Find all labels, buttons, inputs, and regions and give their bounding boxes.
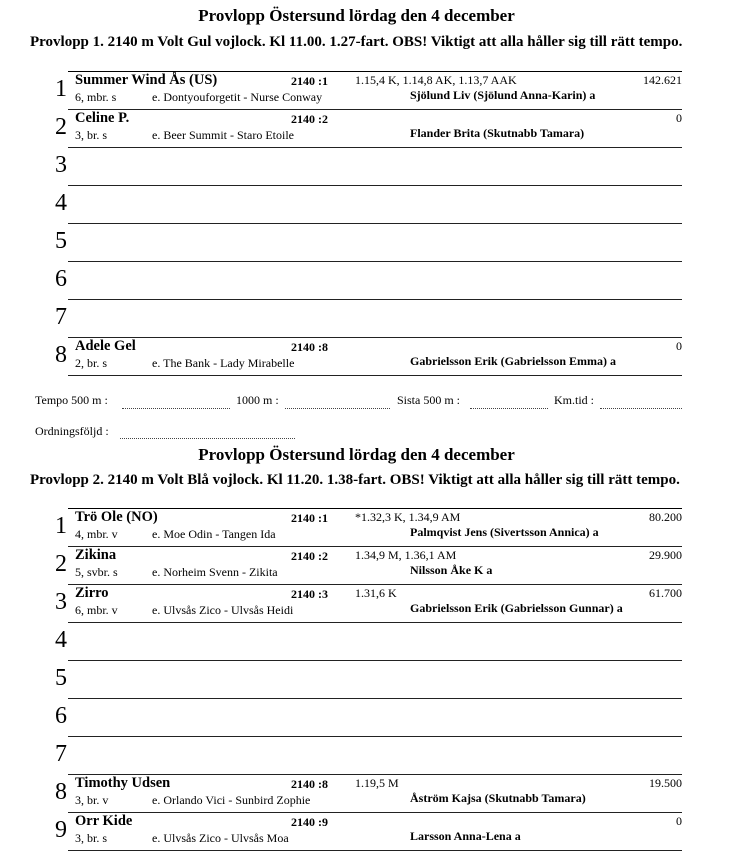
start-number: 6 [55,703,67,729]
horse-row [30,737,690,775]
start-number: 4 [55,190,67,216]
horse-name: Adele Gel [75,338,136,354]
records: 1.31,6 K [355,586,397,600]
start-number: 1 [55,513,67,539]
tempo-500-field [122,408,230,409]
horse-row [30,699,690,737]
horse-info: 5, svbr. s [75,565,118,579]
horse-info: 4, mbr. v [75,527,118,541]
horse-row [30,775,690,813]
horse-name: Zikina [75,547,117,563]
start-number: 3 [55,152,67,178]
pedigree: e. Moe Odin - Tangen Ida [152,527,276,541]
horse-row [30,110,690,148]
distance-post: 2140 :1 [291,511,328,525]
driver-trainer: Gabrielsson Erik (Gabrielsson Emma) a [410,354,617,368]
race-1-header: Provlopp 1. 2140 m Volt Gul vojlock. Kl 11.00. 1.27-fart. OBS! Viktigt att alla håller sig till rätt tempo. [30,34,683,50]
driver-trainer: Åström Kajsa (Skutnabb Tamara) [410,791,586,805]
earnings: 19.500 [649,776,682,790]
horse-row [30,509,690,547]
earnings: 61.700 [649,586,682,600]
horse-name: Trö Ole (NO) [75,509,158,525]
start-number: 5 [55,228,67,254]
horse-row [30,300,690,338]
records: 1.19,5 M [355,776,399,790]
horse-info: 6, mbr. s [75,90,117,104]
horse-row [30,585,690,623]
start-number: 4 [55,627,67,653]
race-1-title: Provlopp Östersund lördag den 4 december [198,6,515,25]
start-number: 7 [55,741,67,767]
start-number: 6 [55,266,67,292]
horse-row [30,338,690,376]
tempo-1000-label: 1000 m : [236,393,279,407]
horse-row [30,186,690,224]
driver-trainer: Palmqvist Jens (Sivertsson Annica) a [410,525,599,539]
horse-row [30,623,690,661]
driver-trainer: Gabrielsson Erik (Gabrielsson Gunnar) a [410,601,623,615]
start-number: 8 [55,342,67,368]
start-number: 3 [55,589,67,615]
start-number: 2 [55,551,67,577]
pedigree: e. Norheim Svenn - Zikita [152,565,278,579]
distance-post: 2140 :9 [291,815,328,829]
kmtid-label: Km.tid : [554,393,595,407]
horse-name: Zirro [75,585,109,601]
earnings: 0 [676,339,682,353]
horse-row [30,661,690,699]
ordningsfoljd-label: Ordningsföljd : [35,424,109,438]
horse-row [30,224,690,262]
records: 1.34,9 M, 1.36,1 AM [355,548,457,562]
records: *1.32,3 K, 1.34,9 AM [355,510,461,524]
sista-500-label: Sista 500 m : [397,393,461,407]
driver-trainer: Nilsson Åke K a [410,563,493,577]
start-number: 9 [55,817,67,843]
horse-info: 3, br. s [75,831,108,845]
horse-info: 3, br. s [75,128,108,142]
race-2-title: Provlopp Östersund lördag den 4 december [198,445,515,464]
earnings: 0 [676,111,682,125]
records: 1.15,4 K, 1.14,8 AK, 1.13,7 AAK [355,73,517,87]
pedigree: e. Ulvsås Zico - Ulvsås Heidi [152,603,294,617]
tempo-1000-field [285,408,390,409]
start-number: 7 [55,304,67,330]
pedigree: e. Dontyouforgetit - Nurse Conway [152,90,323,104]
earnings: 80.200 [649,510,682,524]
distance-post: 2140 :2 [291,549,328,563]
driver-trainer: Flander Brita (Skutnabb Tamara) [410,126,585,140]
horse-row [30,547,690,585]
distance-post: 2140 :2 [291,112,328,126]
driver-trainer: Larsson Anna-Lena a [410,829,521,843]
horse-info: 2, br. s [75,356,108,370]
distance-post: 2140 :3 [291,587,328,601]
earnings: 142.621 [643,73,682,87]
pedigree: e. Ulvsås Zico - Ulvsås Moa [152,831,289,845]
ordningsfoljd-field [120,438,295,439]
tempo-500-label: Tempo 500 m : [35,393,108,407]
start-number: 8 [55,779,67,805]
horse-name: Celine P. [75,110,130,126]
kmtid-field [600,408,682,409]
horse-name: Summer Wind Ås (US) [75,72,218,88]
horse-row [30,262,690,300]
horse-info: 3, br. v [75,793,109,807]
earnings: 29.900 [649,548,682,562]
pedigree: e. The Bank - Lady Mirabelle [152,356,295,370]
horse-name: Orr Kide [75,813,133,829]
sista-500-field [470,408,548,409]
start-number: 1 [55,76,67,102]
horse-row [30,148,690,186]
start-number: 2 [55,114,67,140]
horse-row [30,813,690,851]
pedigree: e. Orlando Vici - Sunbird Zophie [152,793,311,807]
earnings: 0 [676,814,682,828]
distance-post: 2140 :8 [291,340,328,354]
horse-info: 6, mbr. v [75,603,118,617]
driver-trainer: Sjölund Liv (Sjölund Anna-Karin) a [410,88,596,102]
start-number: 5 [55,665,67,691]
race-2-header: Provlopp 2. 2140 m Volt Blå vojlock. Kl 11.20. 1.38-fart. OBS! Viktigt att alla håller sig till rätt tempo. [30,472,680,488]
horse-name: Timothy Udsen [75,775,171,791]
distance-post: 2140 :1 [291,74,328,88]
pedigree: e. Beer Summit - Staro Etoile [152,128,294,142]
distance-post: 2140 :8 [291,777,328,791]
horse-row [30,72,690,110]
